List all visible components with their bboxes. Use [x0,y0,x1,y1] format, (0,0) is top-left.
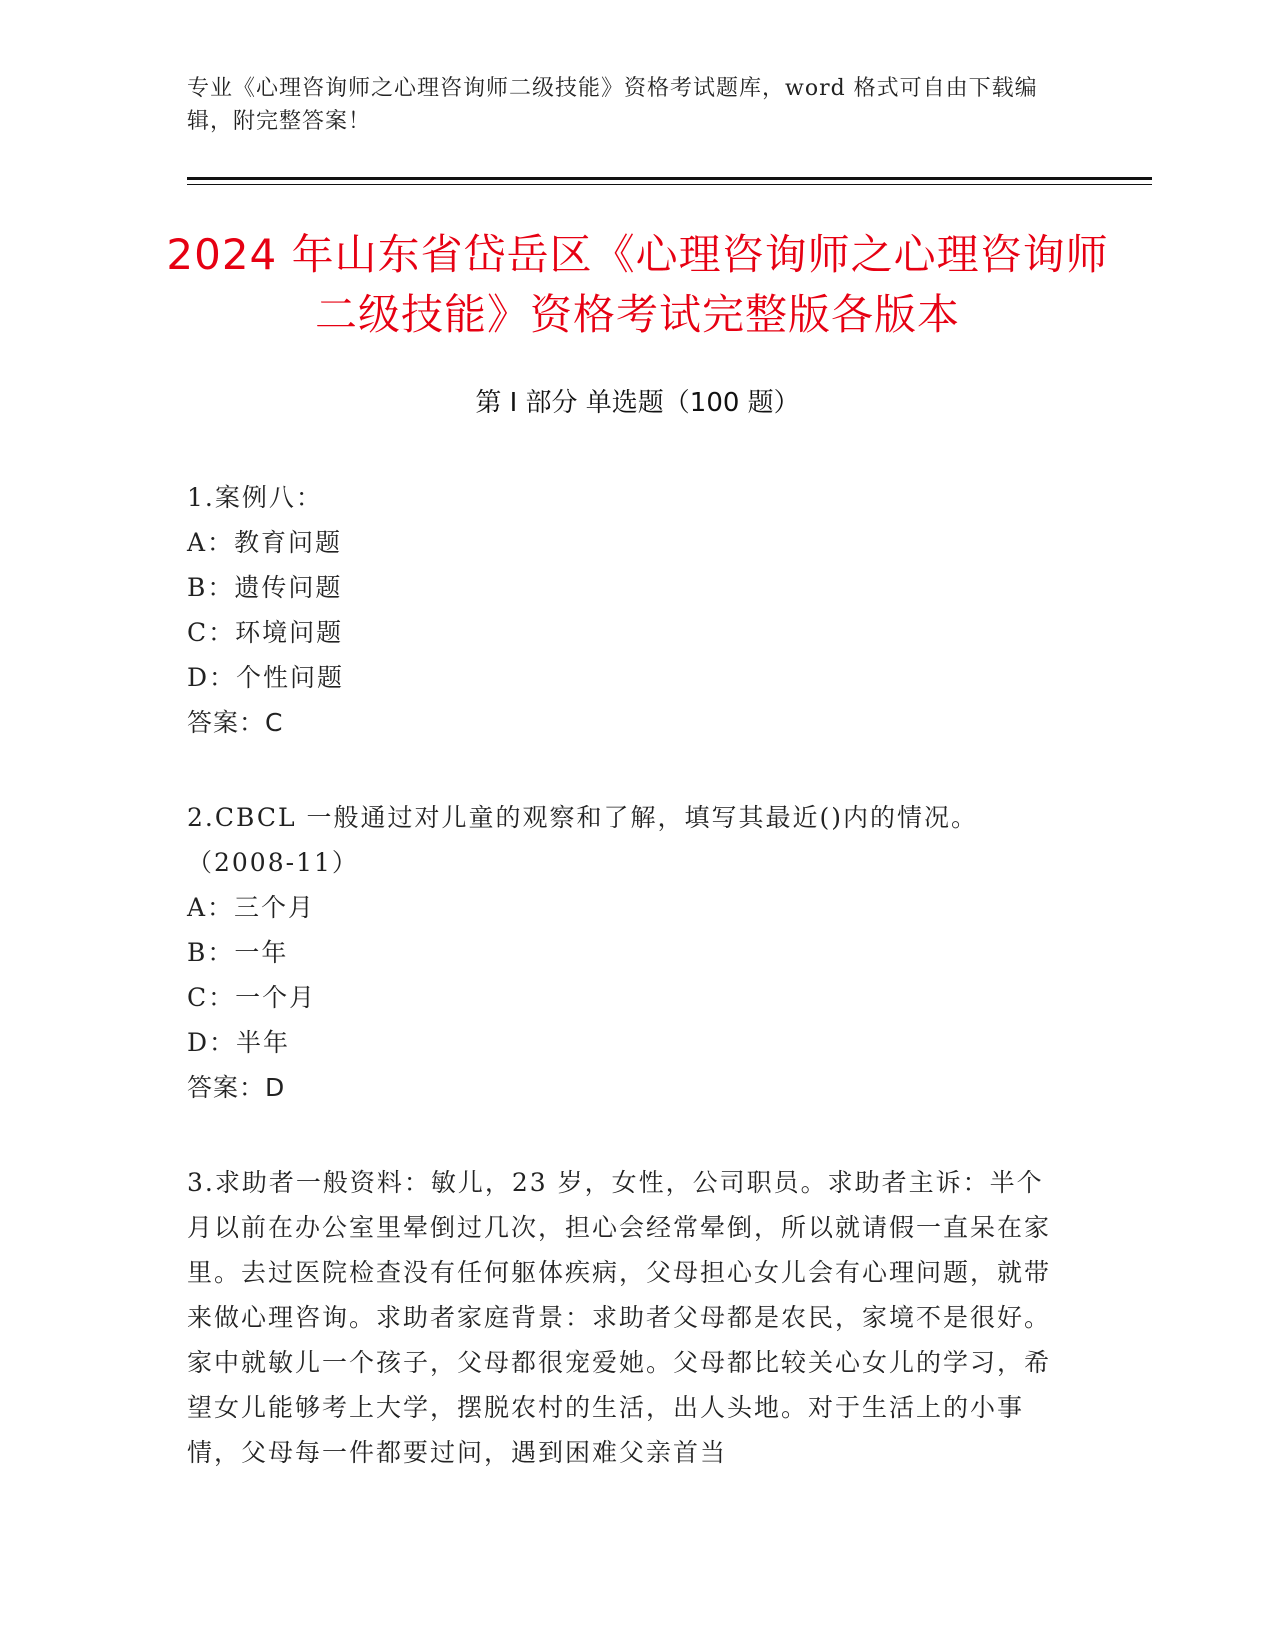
question-stem: 2.CBCL 一般通过对儿童的观察和了解，填写其最近()内的情况。（2008-11） [187,803,979,877]
option-d: D：半年 [187,1028,291,1057]
answer: 答案：C [187,708,284,737]
question-stem: 1.案例八： [187,483,323,512]
question-2 [187,795,1067,1110]
answer: 答案：D [187,1073,286,1102]
option-b: B：遗传问题 [187,573,343,602]
header-note: 专业《心理咨询师之心理咨询师二级技能》资格考试题库，word 格式可自由下载编辑，附完整答案！ [187,76,1038,134]
option-b: B：一年 [187,938,289,967]
option-a: A：教育问题 [187,528,343,557]
option-c: C：环境问题 [187,618,344,647]
question-list [187,475,1067,1525]
header-divider-thin [187,184,1152,185]
section-heading: 第 I 部分 单选题（100 题） [475,388,800,418]
option-d: D：个性问题 [187,663,345,692]
question-stem: 3.求助者一般资料：敏儿，23 岁，女性，公司职员。求助者主诉：半个月以前在办公室里晕倒过几次，担心会经常晕倒，所以就请假一直呆在家里。去过医院检查没有任何躯体疾病，父母担心女儿会有心理问题，就带来做心理咨询。求助者家庭背景：求助者父母都是农民，家境不是很好。家中就敏儿一个孩子，父母都很宠爱她。父母都比较关心女儿的学习，希望女儿能够考上大学，摆脱农村的生活，出人头地。对于生活上的小事情，父母每一件都要过问，遇到困难父亲首当 [187,1168,1052,1467]
option-c: C：一个月 [187,983,317,1012]
option-a: A：三个月 [187,893,316,922]
question-3 [187,1160,1067,1475]
document-title: 2024 年山东省岱岳区《心理咨询师之心理咨询师二级技能》资格考试完整版各版本 [166,230,1109,339]
question-1 [187,475,1067,745]
header-divider-thick [187,177,1152,180]
